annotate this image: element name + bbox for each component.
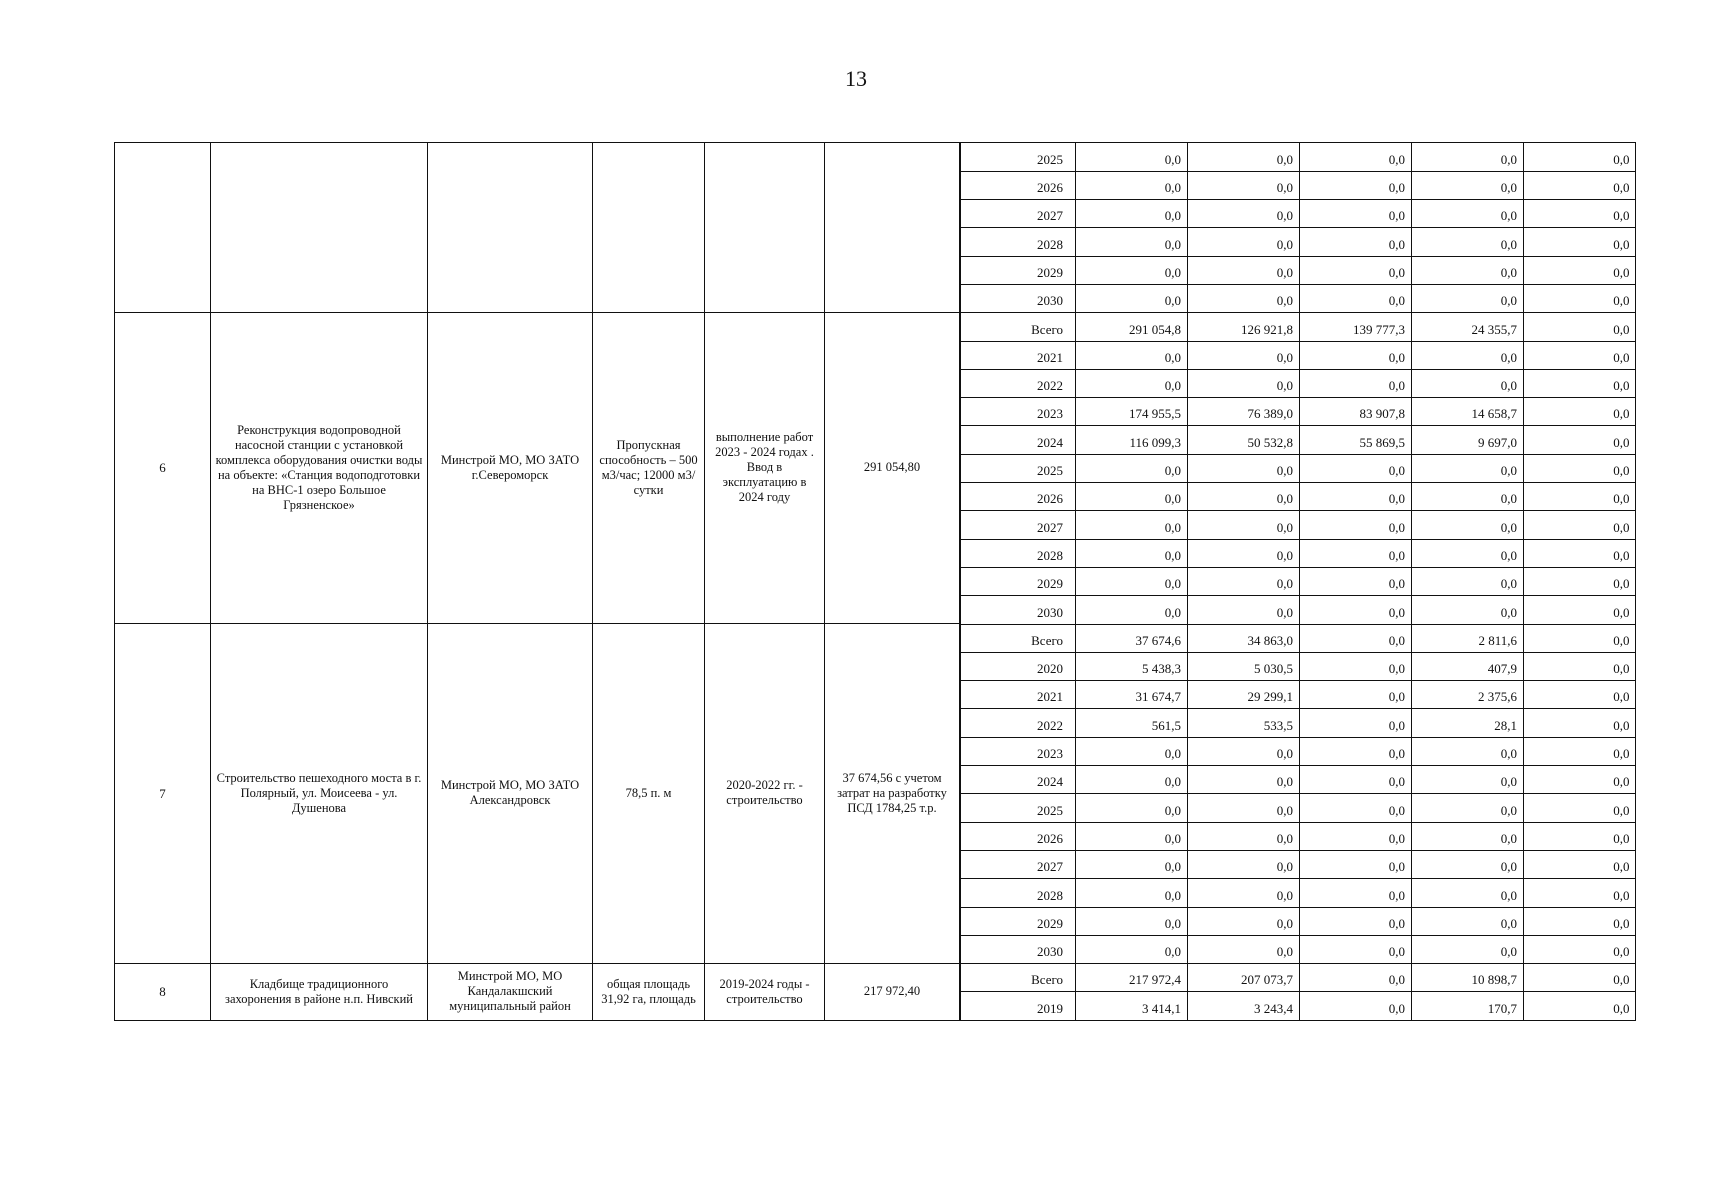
- extrabudget-amount: 0,0: [1524, 709, 1636, 737]
- funding-row: [961, 398, 1636, 426]
- regional-amount: 0,0: [1300, 822, 1412, 850]
- regional-amount: 0,0: [1300, 567, 1412, 595]
- regional-amount: 0,0: [1300, 200, 1412, 228]
- year-label: Всего: [961, 624, 1076, 652]
- total-amount: 0,0: [1076, 822, 1188, 850]
- funding-row: [961, 539, 1636, 567]
- local-amount: 0,0: [1412, 341, 1524, 369]
- extrabudget-amount: 0,0: [1524, 511, 1636, 539]
- funding-row: [961, 907, 1636, 935]
- object-number: 6: [115, 313, 211, 623]
- objects-column: [115, 143, 960, 1020]
- regional-amount: 0,0: [1300, 794, 1412, 822]
- federal-amount: 0,0: [1188, 369, 1300, 397]
- local-amount: 0,0: [1412, 879, 1524, 907]
- extrabudget-amount: 0,0: [1524, 539, 1636, 567]
- regional-amount: 0,0: [1300, 737, 1412, 765]
- local-amount: 0,0: [1412, 171, 1524, 199]
- local-amount: 24 355,7: [1412, 313, 1524, 341]
- federal-amount: 0,0: [1188, 879, 1300, 907]
- year-label: 2019: [961, 992, 1076, 1020]
- yearly-funding-table: [960, 143, 1636, 1020]
- extrabudget-amount: 0,0: [1524, 313, 1636, 341]
- total-amount: 0,0: [1076, 200, 1188, 228]
- total-amount: 0,0: [1076, 794, 1188, 822]
- extrabudget-amount: 0,0: [1524, 143, 1636, 171]
- year-label: 2027: [961, 200, 1076, 228]
- year-label: 2029: [961, 907, 1076, 935]
- local-amount: 0,0: [1412, 567, 1524, 595]
- extrabudget-amount: 0,0: [1524, 256, 1636, 284]
- federal-amount: 50 532,8: [1188, 426, 1300, 454]
- regional-amount: 0,0: [1300, 652, 1412, 680]
- extrabudget-amount: 0,0: [1524, 341, 1636, 369]
- object-name: Кладбище традиционного захоронения в районе н.п. Нивский: [211, 964, 428, 1021]
- funding-row: [961, 143, 1636, 171]
- total-amount: 3 414,1: [1076, 992, 1188, 1020]
- object-row-6: [115, 313, 960, 624]
- federal-amount: 0,0: [1188, 228, 1300, 256]
- extrabudget-amount: 0,0: [1524, 964, 1636, 992]
- object-cost: 37 674,56 с учетом затрат на разработку ПСД 1784,25 т.р.: [825, 624, 960, 963]
- object-row-8: [115, 964, 960, 1021]
- year-label: 2024: [961, 766, 1076, 794]
- extrabudget-amount: 0,0: [1524, 681, 1636, 709]
- federal-amount: 0,0: [1188, 284, 1300, 312]
- federal-amount: 0,0: [1188, 766, 1300, 794]
- local-amount: 0,0: [1412, 143, 1524, 171]
- funding-row: [961, 935, 1636, 963]
- object-number: 7: [115, 624, 211, 963]
- funding-row: [961, 822, 1636, 850]
- object-period: 2019-2024 годы - строительство: [705, 964, 825, 1021]
- funding-row: [961, 737, 1636, 765]
- regional-amount: 0,0: [1300, 709, 1412, 737]
- regional-amount: 0,0: [1300, 879, 1412, 907]
- object-cost: [825, 143, 960, 312]
- object-name: [211, 143, 428, 312]
- federal-amount: 0,0: [1188, 171, 1300, 199]
- total-amount: 0,0: [1076, 596, 1188, 624]
- total-amount: 0,0: [1076, 539, 1188, 567]
- extrabudget-amount: 0,0: [1524, 200, 1636, 228]
- total-amount: 561,5: [1076, 709, 1188, 737]
- funding-row: [961, 850, 1636, 878]
- local-amount: 0,0: [1412, 737, 1524, 765]
- local-amount: 0,0: [1412, 794, 1524, 822]
- total-amount: 0,0: [1076, 935, 1188, 963]
- funding-row: [961, 228, 1636, 256]
- federal-amount: 207 073,7: [1188, 964, 1300, 992]
- total-amount: 0,0: [1076, 256, 1188, 284]
- object-capacity: 78,5 п. м: [593, 624, 705, 963]
- funding-row: [961, 171, 1636, 199]
- year-label: 2027: [961, 511, 1076, 539]
- page-number: 13: [845, 66, 867, 91]
- total-amount: 0,0: [1076, 511, 1188, 539]
- regional-amount: 0,0: [1300, 964, 1412, 992]
- year-label: 2029: [961, 256, 1076, 284]
- funding-row: [961, 992, 1636, 1020]
- funding-row: [961, 567, 1636, 595]
- federal-amount: 34 863,0: [1188, 624, 1300, 652]
- federal-amount: 533,5: [1188, 709, 1300, 737]
- extrabudget-amount: 0,0: [1524, 567, 1636, 595]
- total-amount: 116 099,3: [1076, 426, 1188, 454]
- total-amount: 0,0: [1076, 483, 1188, 511]
- regional-amount: 0,0: [1300, 284, 1412, 312]
- regional-amount: 0,0: [1300, 483, 1412, 511]
- extrabudget-amount: 0,0: [1524, 171, 1636, 199]
- total-amount: 31 674,7: [1076, 681, 1188, 709]
- year-label: 2030: [961, 596, 1076, 624]
- federal-amount: 0,0: [1188, 850, 1300, 878]
- federal-amount: 0,0: [1188, 483, 1300, 511]
- total-amount: 0,0: [1076, 143, 1188, 171]
- extrabudget-amount: 0,0: [1524, 454, 1636, 482]
- local-amount: 0,0: [1412, 850, 1524, 878]
- funding-row: [961, 341, 1636, 369]
- regional-amount: 0,0: [1300, 907, 1412, 935]
- regional-amount: 0,0: [1300, 766, 1412, 794]
- local-amount: 2 375,6: [1412, 681, 1524, 709]
- local-amount: 0,0: [1412, 284, 1524, 312]
- total-amount: 217 972,4: [1076, 964, 1188, 992]
- regional-amount: 55 869,5: [1300, 426, 1412, 454]
- year-label: 2028: [961, 228, 1076, 256]
- extrabudget-amount: 0,0: [1524, 850, 1636, 878]
- federal-amount: 0,0: [1188, 596, 1300, 624]
- local-amount: 0,0: [1412, 483, 1524, 511]
- local-amount: 0,0: [1412, 935, 1524, 963]
- funding-row: [961, 596, 1636, 624]
- extrabudget-amount: 0,0: [1524, 426, 1636, 454]
- federal-amount: 0,0: [1188, 567, 1300, 595]
- extrabudget-amount: 0,0: [1524, 935, 1636, 963]
- funding-row: [961, 454, 1636, 482]
- federal-amount: 0,0: [1188, 454, 1300, 482]
- year-label: 2025: [961, 454, 1076, 482]
- local-amount: 0,0: [1412, 228, 1524, 256]
- total-amount: 0,0: [1076, 879, 1188, 907]
- regional-amount: 0,0: [1300, 171, 1412, 199]
- regional-amount: 139 777,3: [1300, 313, 1412, 341]
- object-name: Строительство пешеходного моста в г. Полярный, ул. Моисеева - ул. Душенова: [211, 624, 428, 963]
- year-label: 2026: [961, 822, 1076, 850]
- extrabudget-amount: 0,0: [1524, 766, 1636, 794]
- funding-row: [961, 483, 1636, 511]
- local-amount: 9 697,0: [1412, 426, 1524, 454]
- regional-amount: 0,0: [1300, 681, 1412, 709]
- object-period: 2020-2022 гг. - строительство: [705, 624, 825, 963]
- regional-amount: 0,0: [1300, 143, 1412, 171]
- object-cost: 217 972,40: [825, 964, 960, 1021]
- extrabudget-amount: 0,0: [1524, 596, 1636, 624]
- total-amount: 0,0: [1076, 850, 1188, 878]
- year-label: 2024: [961, 426, 1076, 454]
- extrabudget-amount: 0,0: [1524, 879, 1636, 907]
- object-row-continued: [115, 143, 960, 313]
- federal-amount: 76 389,0: [1188, 398, 1300, 426]
- year-label: 2021: [961, 341, 1076, 369]
- yearly-funding-body: [961, 143, 1636, 1020]
- year-label: 2023: [961, 398, 1076, 426]
- object-executor: Минстрой МО, МО Кандалакшский муниципальный район: [428, 964, 593, 1021]
- regional-amount: 0,0: [1300, 624, 1412, 652]
- federal-amount: 3 243,4: [1188, 992, 1300, 1020]
- local-amount: 0,0: [1412, 907, 1524, 935]
- regional-amount: 0,0: [1300, 454, 1412, 482]
- regional-amount: 0,0: [1300, 539, 1412, 567]
- funding-row: [961, 709, 1636, 737]
- local-amount: 2 811,6: [1412, 624, 1524, 652]
- year-label: Всего: [961, 313, 1076, 341]
- year-label: 2022: [961, 369, 1076, 397]
- total-amount: 0,0: [1076, 228, 1188, 256]
- extrabudget-amount: 0,0: [1524, 992, 1636, 1020]
- extrabudget-amount: 0,0: [1524, 907, 1636, 935]
- year-label: 2021: [961, 681, 1076, 709]
- extrabudget-amount: 0,0: [1524, 228, 1636, 256]
- funding-row: [961, 313, 1636, 341]
- object-number: 8: [115, 964, 211, 1021]
- year-label: 2025: [961, 794, 1076, 822]
- regional-amount: 0,0: [1300, 341, 1412, 369]
- local-amount: 0,0: [1412, 539, 1524, 567]
- federal-amount: 0,0: [1188, 200, 1300, 228]
- funding-row: [961, 964, 1636, 992]
- funding-row: [961, 624, 1636, 652]
- total-amount: 291 054,8: [1076, 313, 1188, 341]
- year-label: 2027: [961, 850, 1076, 878]
- extrabudget-amount: 0,0: [1524, 369, 1636, 397]
- funding-row: [961, 256, 1636, 284]
- local-amount: 0,0: [1412, 454, 1524, 482]
- regional-amount: 0,0: [1300, 369, 1412, 397]
- regional-amount: 0,0: [1300, 511, 1412, 539]
- local-amount: 0,0: [1412, 766, 1524, 794]
- object-executor: Минстрой МО, МО ЗАТО Александровск: [428, 624, 593, 963]
- federal-amount: 0,0: [1188, 794, 1300, 822]
- object-period: [705, 143, 825, 312]
- year-label: 2026: [961, 483, 1076, 511]
- funding-row: [961, 794, 1636, 822]
- federal-amount: 0,0: [1188, 539, 1300, 567]
- total-amount: 5 438,3: [1076, 652, 1188, 680]
- federal-amount: 0,0: [1188, 256, 1300, 284]
- object-capacity: Пропускная способность – 500 м3/час; 12000 м3/сутки: [593, 313, 705, 623]
- funding-row: [961, 426, 1636, 454]
- year-label: 2022: [961, 709, 1076, 737]
- year-label: 2025: [961, 143, 1076, 171]
- extrabudget-amount: 0,0: [1524, 652, 1636, 680]
- object-executor: Минстрой МО, МО ЗАТО г.Североморск: [428, 313, 593, 623]
- extrabudget-amount: 0,0: [1524, 822, 1636, 850]
- local-amount: 407,9: [1412, 652, 1524, 680]
- funding-row: [961, 284, 1636, 312]
- year-label: Всего: [961, 964, 1076, 992]
- federal-amount: 29 299,1: [1188, 681, 1300, 709]
- regional-amount: 0,0: [1300, 992, 1412, 1020]
- total-amount: 0,0: [1076, 567, 1188, 595]
- year-label: 2028: [961, 539, 1076, 567]
- funding-table: [114, 142, 1636, 1021]
- regional-amount: 83 907,8: [1300, 398, 1412, 426]
- year-label: 2023: [961, 737, 1076, 765]
- local-amount: 0,0: [1412, 511, 1524, 539]
- local-amount: 170,7: [1412, 992, 1524, 1020]
- total-amount: 0,0: [1076, 369, 1188, 397]
- funding-row: [961, 879, 1636, 907]
- total-amount: 0,0: [1076, 171, 1188, 199]
- federal-amount: 5 030,5: [1188, 652, 1300, 680]
- object-capacity: общая площадь 31,92 га, площадь: [593, 964, 705, 1021]
- year-label: 2026: [961, 171, 1076, 199]
- funding-row: [961, 200, 1636, 228]
- extrabudget-amount: 0,0: [1524, 284, 1636, 312]
- regional-amount: 0,0: [1300, 228, 1412, 256]
- extrabudget-amount: 0,0: [1524, 398, 1636, 426]
- federal-amount: 126 921,8: [1188, 313, 1300, 341]
- local-amount: 10 898,7: [1412, 964, 1524, 992]
- total-amount: 174 955,5: [1076, 398, 1188, 426]
- total-amount: 0,0: [1076, 454, 1188, 482]
- total-amount: 0,0: [1076, 766, 1188, 794]
- total-amount: 0,0: [1076, 284, 1188, 312]
- local-amount: 0,0: [1412, 596, 1524, 624]
- regional-amount: 0,0: [1300, 850, 1412, 878]
- local-amount: 0,0: [1412, 256, 1524, 284]
- funding-row: [961, 681, 1636, 709]
- regional-amount: 0,0: [1300, 596, 1412, 624]
- regional-amount: 0,0: [1300, 935, 1412, 963]
- federal-amount: 0,0: [1188, 907, 1300, 935]
- local-amount: 0,0: [1412, 369, 1524, 397]
- object-row-7: [115, 624, 960, 964]
- extrabudget-amount: 0,0: [1524, 794, 1636, 822]
- local-amount: 14 658,7: [1412, 398, 1524, 426]
- federal-amount: 0,0: [1188, 737, 1300, 765]
- local-amount: 28,1: [1412, 709, 1524, 737]
- object-capacity: [593, 143, 705, 312]
- federal-amount: 0,0: [1188, 822, 1300, 850]
- object-name: Реконструкция водопроводной насосной станции с установкой комплекса оборудования очистки воды на объекте: «Станция водоподготовки на ВНС-1 озеро Большое Грязненское»: [211, 313, 428, 623]
- federal-amount: 0,0: [1188, 341, 1300, 369]
- object-cost: 291 054,80: [825, 313, 960, 623]
- federal-amount: 0,0: [1188, 935, 1300, 963]
- year-label: 2029: [961, 567, 1076, 595]
- year-label: 2030: [961, 935, 1076, 963]
- funding-row: [961, 652, 1636, 680]
- total-amount: 0,0: [1076, 907, 1188, 935]
- object-period: выполнение работ 2023 - 2024 годах . Ввод в эксплуатацию в 2024 году: [705, 313, 825, 623]
- year-label: 2030: [961, 284, 1076, 312]
- year-label: 2028: [961, 879, 1076, 907]
- local-amount: 0,0: [1412, 200, 1524, 228]
- total-amount: 0,0: [1076, 737, 1188, 765]
- local-amount: 0,0: [1412, 822, 1524, 850]
- object-executor: [428, 143, 593, 312]
- total-amount: 0,0: [1076, 341, 1188, 369]
- object-number: [115, 143, 211, 312]
- extrabudget-amount: 0,0: [1524, 483, 1636, 511]
- total-amount: 37 674,6: [1076, 624, 1188, 652]
- funding-row: [961, 369, 1636, 397]
- extrabudget-amount: 0,0: [1524, 624, 1636, 652]
- federal-amount: 0,0: [1188, 511, 1300, 539]
- yearly-funding-column: [960, 143, 1635, 1020]
- federal-amount: 0,0: [1188, 143, 1300, 171]
- regional-amount: 0,0: [1300, 256, 1412, 284]
- extrabudget-amount: 0,0: [1524, 737, 1636, 765]
- funding-row: [961, 511, 1636, 539]
- year-label: 2020: [961, 652, 1076, 680]
- funding-row: [961, 766, 1636, 794]
